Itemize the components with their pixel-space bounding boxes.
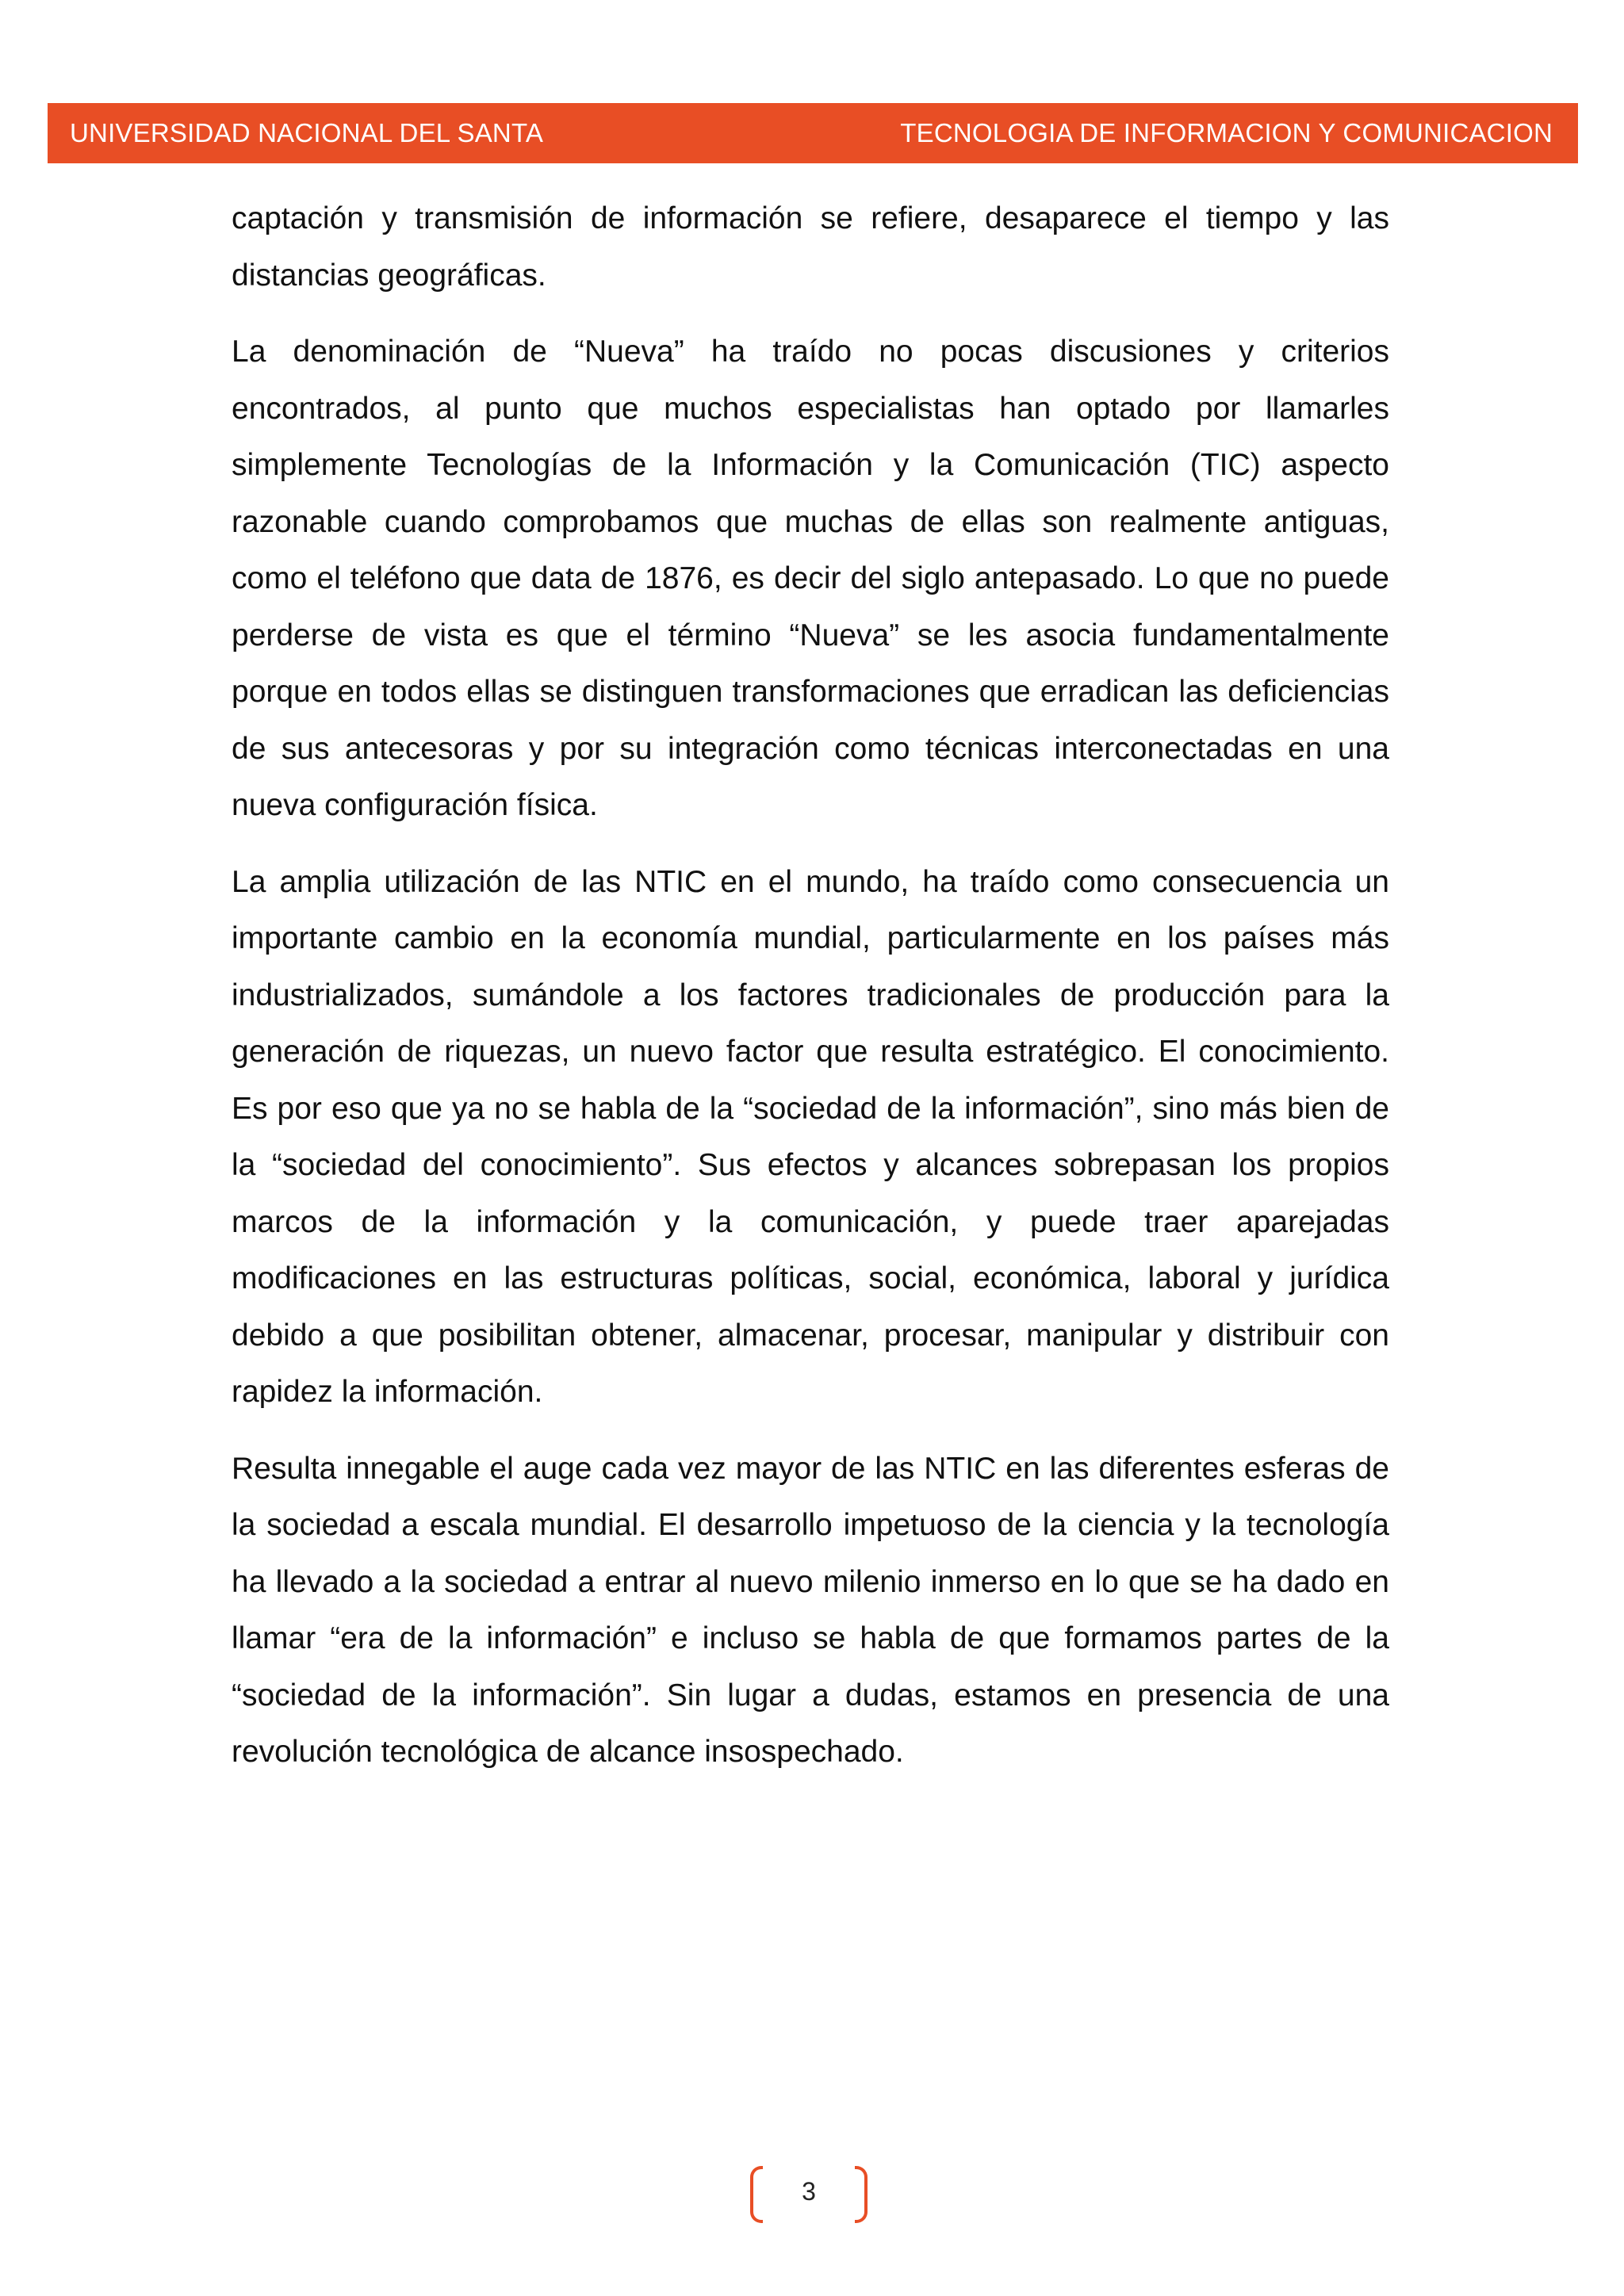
paragraph: La amplia utilización de las NTIC en el mundo, ha traído como consecuencia un importante cambio en la economía mundial, particularmente en los países más industrializados, sumándole a los factores tradicionales de producción para la generación de riquezas, un nuevo factor que resulta estratégico. El conocimiento. Es por eso que ya no se habla de la “sociedad de la información”, sino más bien de la “sociedad del conocimiento”. Sus efectos y alcances sobrepasan los propios marcos de la información y la comunicación, y puede traer aparejadas modificaciones en las estructuras políticas, social, económica, laboral y jurídica debido a que posibilitan obtener, almacenar, procesar, manipular y distribuir con rapidez la información. bbox=[232, 864, 1389, 1409]
left-bracket-icon bbox=[750, 2166, 763, 2223]
page-header bbox=[48, 103, 1578, 163]
paragraph: La denominación de “Nueva” ha traído no pocas discusiones y criterios encontrados, al punto que muchos especialistas han optado por llamarles simplemente Tecnologías de la Información y la Comunicación (TIC) aspecto razonable cuando comprobamos que muchas de ellas son realmente antiguas, como el teléfono que data de 1876, es decir del siglo antepasado. Lo que no puede perderse de vista es que el término “Nueva” se les asocia fundamentalmente porque en todos ellas se distinguen transformaciones que erradican las deficiencias de sus antecesoras y por su integración como técnicas interconectadas en una nueva configuración física. bbox=[232, 335, 1389, 822]
paragraph: captación y transmisión de información se refiere, desaparece el tiempo y las distancias geográficas. bbox=[232, 201, 1389, 293]
page-number: 3 bbox=[802, 2176, 816, 2206]
header-right-text: TECNOLOGIA DE INFORMACION Y COMUNICACION bbox=[900, 118, 1553, 147]
page-number-footer bbox=[745, 2160, 872, 2223]
header-left-text: UNIVERSIDAD NACIONAL DEL SANTA bbox=[70, 118, 544, 147]
paragraph: Resulta innegable el auge cada vez mayor de las NTIC en las diferentes esferas de la sociedad a escala mundial. El desarrollo impetuoso de la ciencia y la tecnología ha llevado a la sociedad a entrar al nuevo milenio inmerso en lo que se ha dado en llamar “era de la información” e incluso se habla de que formamos partes de la “sociedad de la información”. Sin lugar a dudas, estamos en presencia de una revolución tecnológica de alcance insospechado. bbox=[232, 1451, 1389, 1769]
right-bracket-icon bbox=[855, 2166, 868, 2223]
document-body bbox=[232, 190, 1389, 1800]
